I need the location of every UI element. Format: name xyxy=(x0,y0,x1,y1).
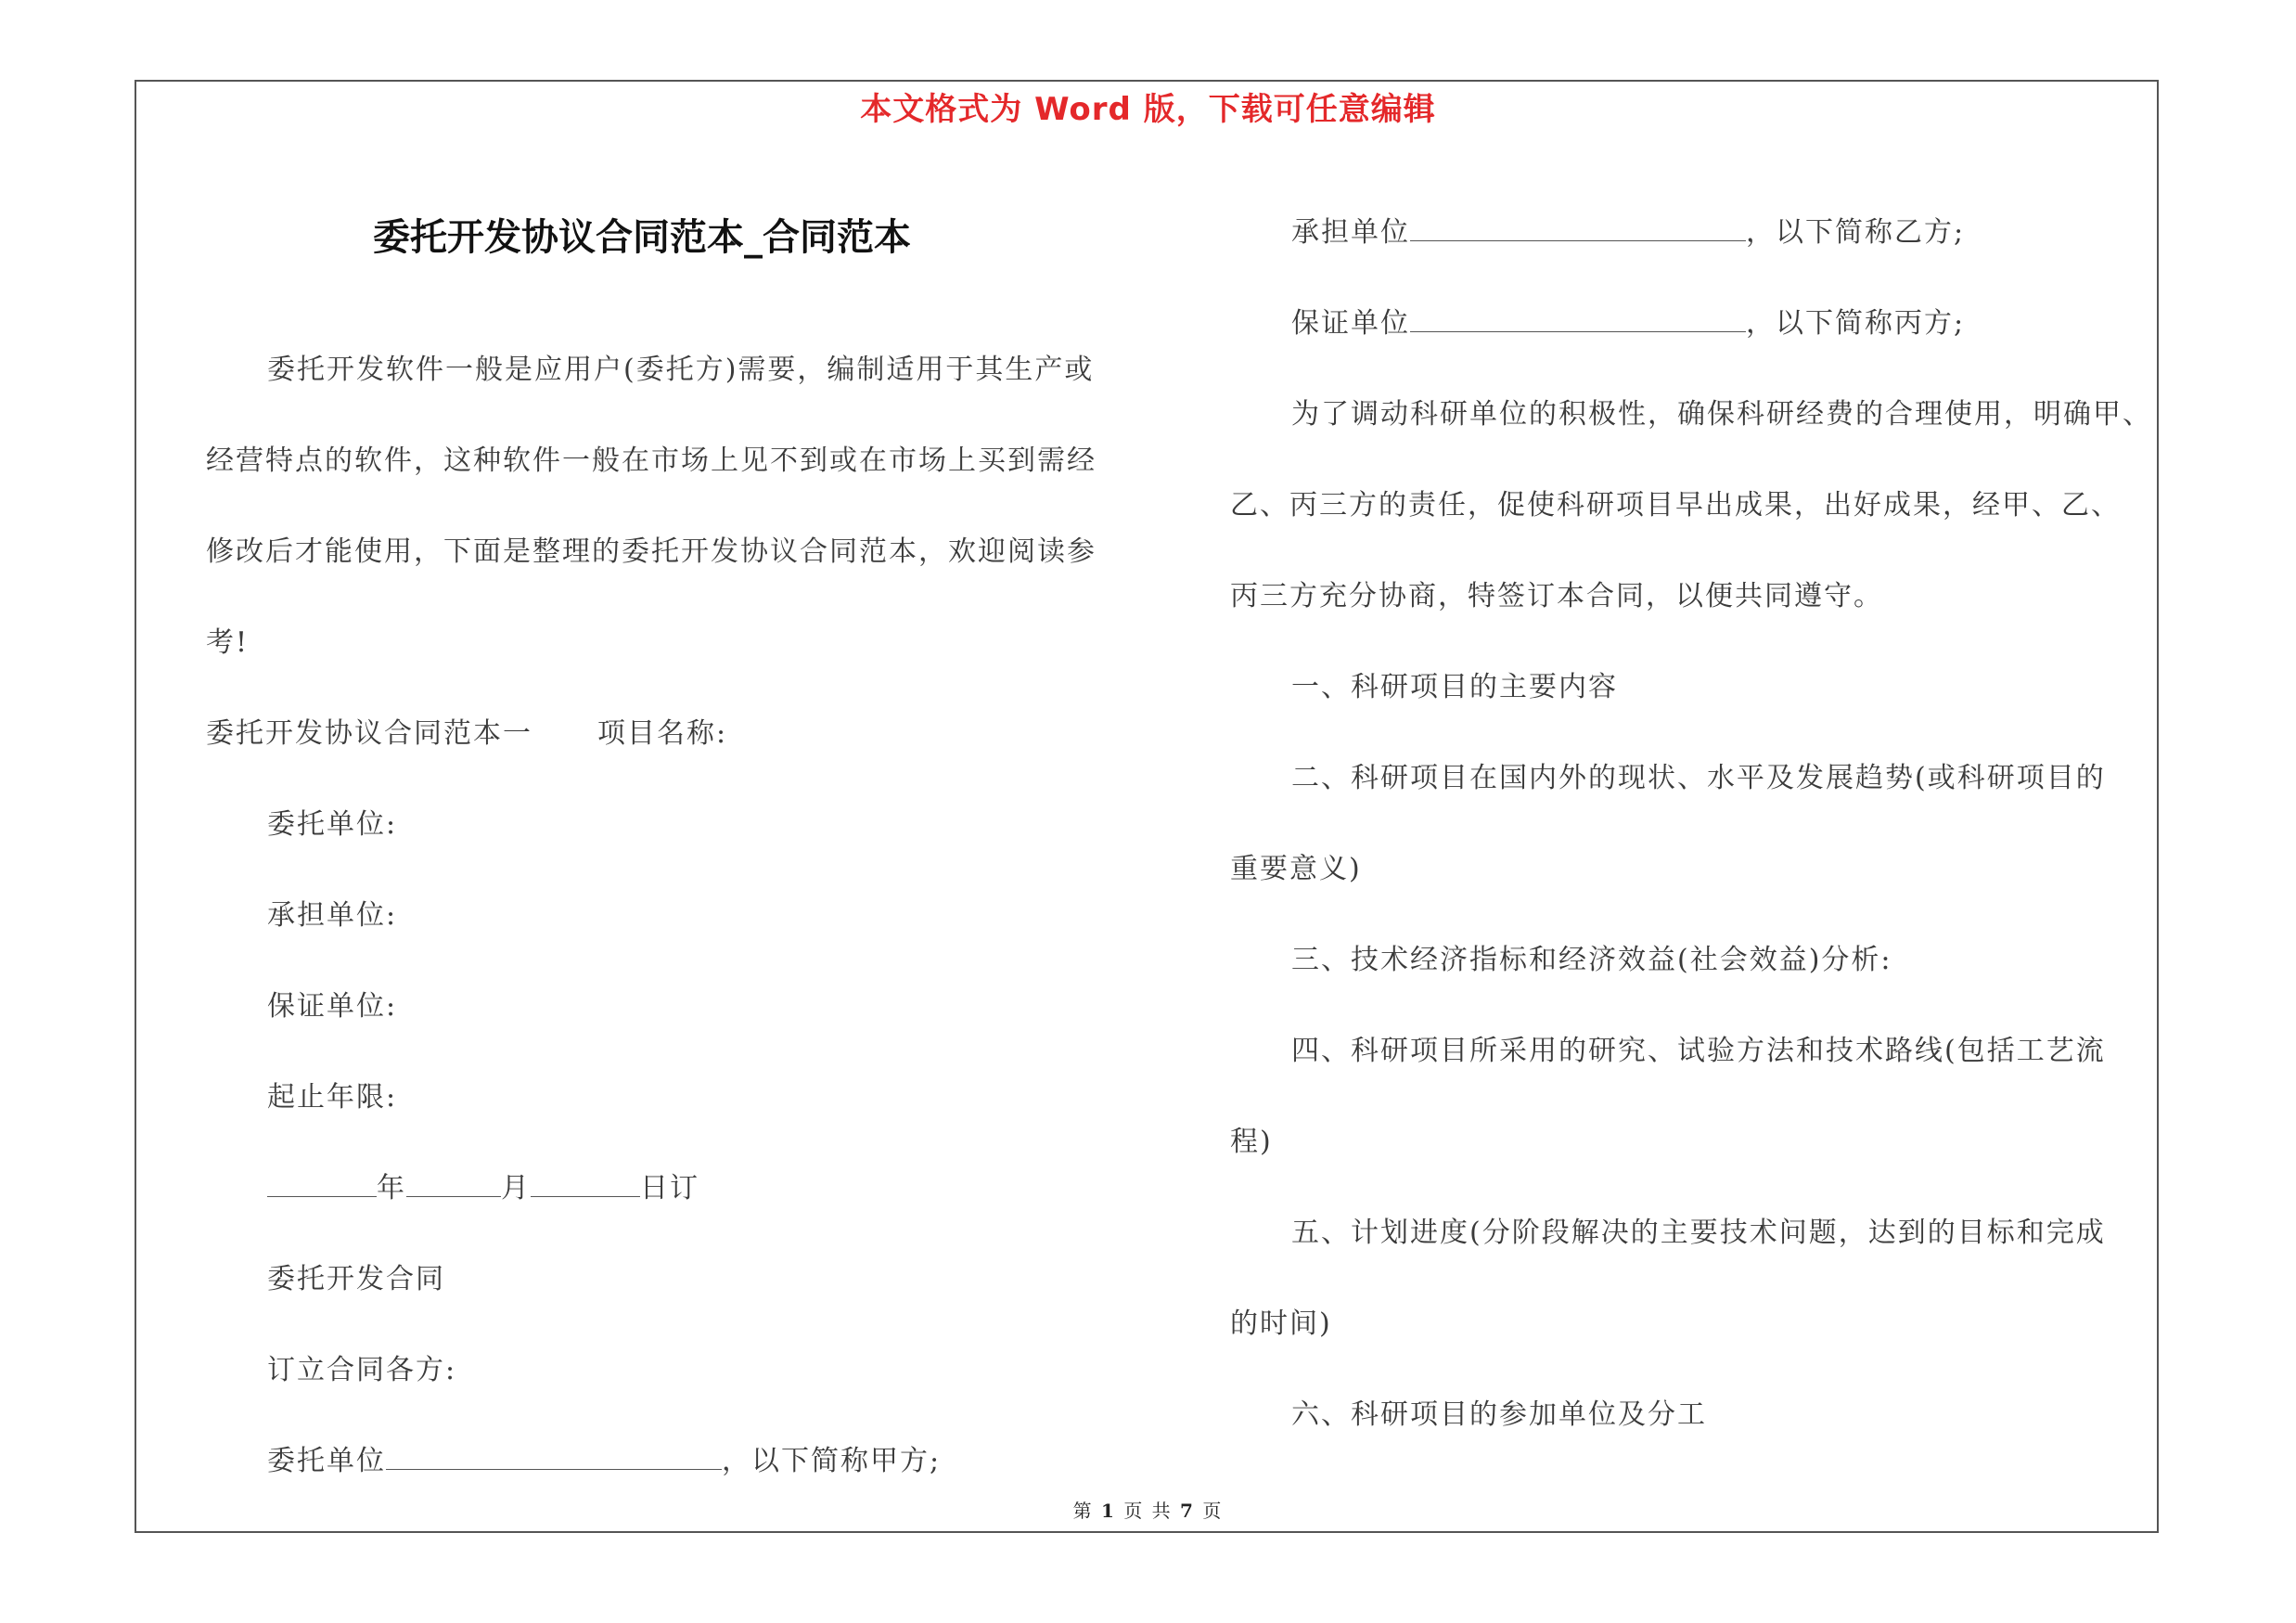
section-2-line-1: 二、科研项目在国内外的现状、水平及发展趋势(或科研项目的 xyxy=(1291,762,2106,794)
left-column xyxy=(206,325,1134,1507)
day-label: 日订 xyxy=(640,1172,699,1204)
month-label: 月 xyxy=(501,1172,531,1204)
undertake-line-suffix: ，以下简称乙方; xyxy=(1746,216,1966,249)
right-column xyxy=(1230,187,2167,1461)
footer-suffix: 页 xyxy=(1202,1500,1224,1522)
purpose-line-3: 丙三方充分协商，特签订本合同，以便共同遵守。 xyxy=(1230,580,1883,612)
entrust-line-prefix: 委托单位 xyxy=(267,1445,386,1477)
intro-line-4: 考! xyxy=(206,626,250,659)
date-line xyxy=(206,1143,1134,1234)
current-page-number: 1 xyxy=(1101,1500,1116,1522)
entrust-unit-label: 委托单位: xyxy=(267,808,398,841)
undertake-unit-label: 承担单位: xyxy=(267,899,398,932)
year-blank xyxy=(267,1172,377,1197)
section-4-line-2: 程) xyxy=(1230,1126,1273,1158)
intro-line-1: 委托开发软件一般是应用户(委托方)需要，编制适用于其生产或 xyxy=(267,354,1095,386)
year-label: 年 xyxy=(377,1172,406,1204)
day-blank xyxy=(531,1172,640,1197)
guarantee-blank xyxy=(1410,307,1746,332)
guarantee-line-suffix: ，以下简称丙方; xyxy=(1746,307,1966,340)
document-title: 委托开发协议合同范本_合同范本 xyxy=(373,215,911,259)
footer-middle: 页 共 xyxy=(1123,1500,1173,1522)
section-6: 六、科研项目的参加单位及分工 xyxy=(1291,1398,1707,1431)
sample-label: 委托开发协议合同范本一 xyxy=(206,717,532,750)
entrust-line-suffix: ，以下简称甲方; xyxy=(722,1445,942,1477)
entrust-party-line xyxy=(206,1416,1134,1507)
sample-heading-line xyxy=(206,689,1134,779)
guarantee-unit-label: 保证单位: xyxy=(267,990,398,1023)
undertake-blank xyxy=(1410,216,1746,241)
month-blank xyxy=(406,1172,501,1197)
undertake-line-prefix: 承担单位 xyxy=(1291,216,1410,249)
purpose-line-2: 乙、丙三方的责任，促使科研项目早出成果，出好成果，经甲、乙、 xyxy=(1230,489,2121,522)
format-banner: 本文格式为 Word 版，下载可任意编辑 xyxy=(860,91,1436,128)
section-5-line-2: 的时间) xyxy=(1230,1307,1332,1340)
section-1: 一、科研项目的主要内容 xyxy=(1291,671,1618,703)
project-name-label: 项目名称: xyxy=(597,717,728,750)
parties-label: 订立合同各方: xyxy=(267,1354,457,1386)
section-2-line-2: 重要意义) xyxy=(1230,853,1362,885)
undertake-party-line xyxy=(1230,187,2167,278)
total-page-number: 7 xyxy=(1180,1500,1195,1522)
entrust-blank xyxy=(386,1445,722,1470)
section-3: 三、技术经济指标和经济效益(社会效益)分析: xyxy=(1291,944,1892,976)
intro-line-3: 修改后才能使用，下面是整理的委托开发协议合同范本，欢迎阅读参 xyxy=(206,535,1097,568)
section-4-line-1: 四、科研项目所采用的研究、试验方法和技术路线(包括工艺流 xyxy=(1291,1035,2106,1067)
page-footer xyxy=(0,1496,2296,1523)
intro-line-2: 经营特点的软件，这种软件一般在市场上见不到或在市场上买到需经 xyxy=(206,444,1097,477)
guarantee-party-line xyxy=(1230,278,2167,369)
footer-prefix: 第 xyxy=(1072,1500,1094,1522)
contract-heading: 委托开发合同 xyxy=(267,1263,445,1295)
section-5-line-1: 五、计划进度(分阶段解决的主要技术问题，达到的目标和完成 xyxy=(1291,1217,2106,1249)
guarantee-line-prefix: 保证单位 xyxy=(1291,307,1410,340)
purpose-line-1: 为了调动科研单位的积极性，确保科研经费的合理使用，明确甲、 xyxy=(1291,398,2152,431)
term-label: 起止年限: xyxy=(267,1081,398,1114)
